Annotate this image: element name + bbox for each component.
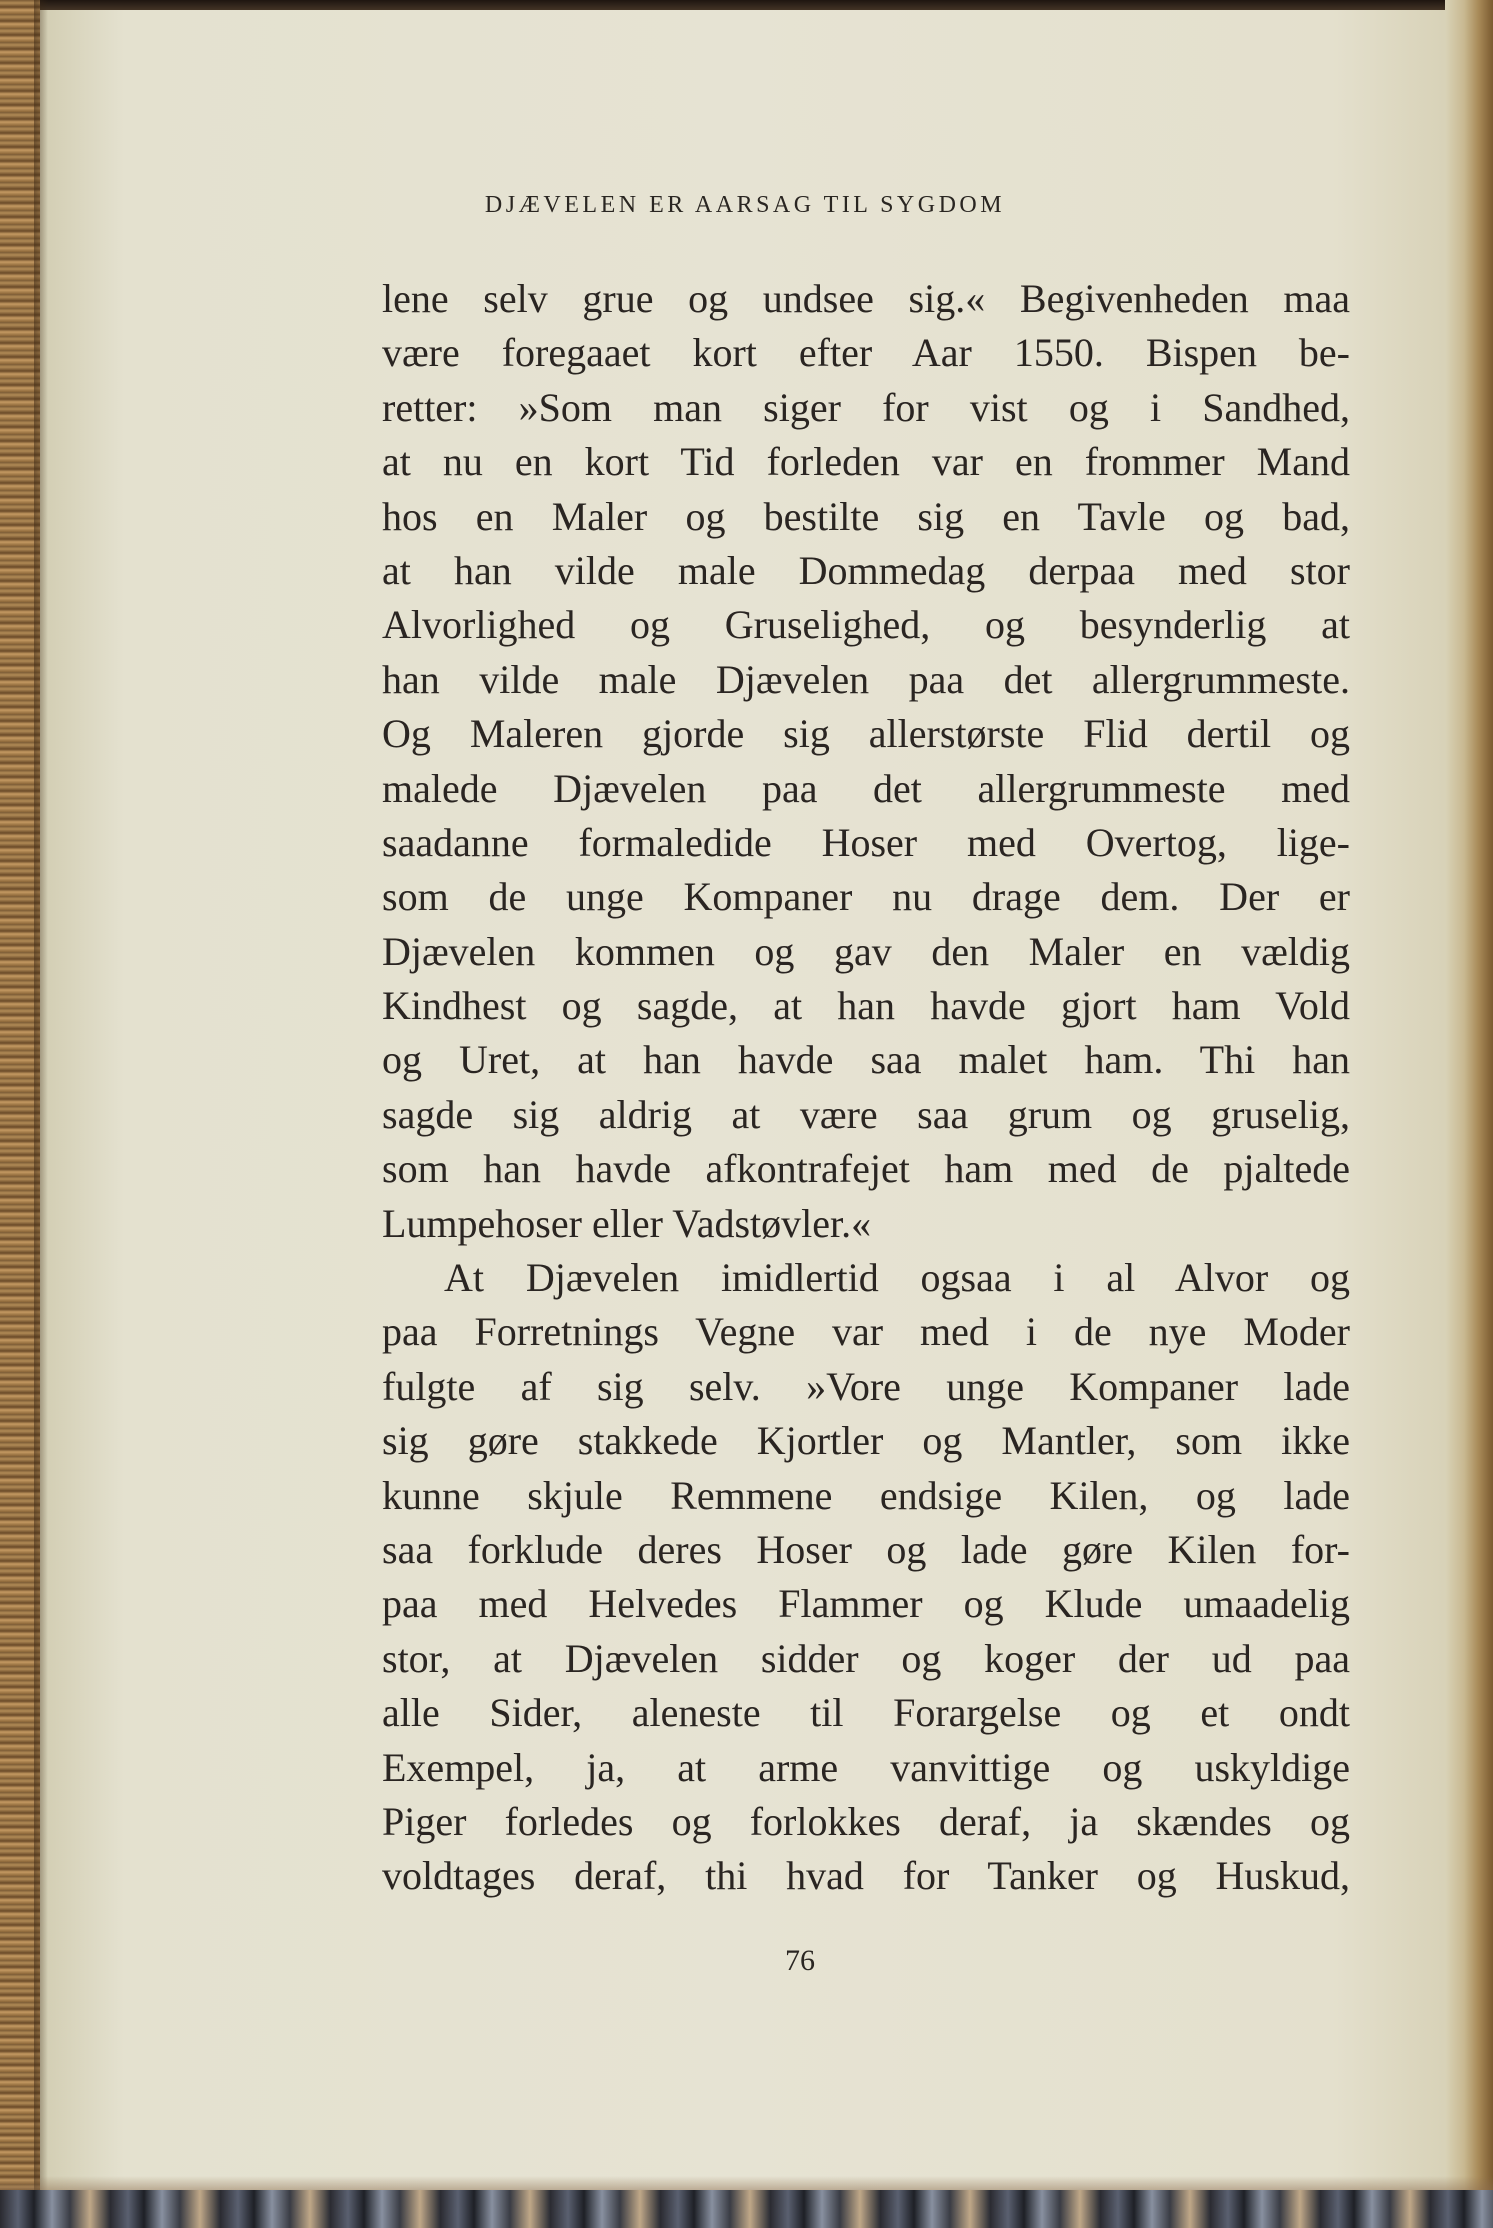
text-line: sig gøre stakkede Kjortler og Mantler, som ikke [382,1418,1350,1464]
text-line: paa med Helvedes Flammer og Klude umaadelig [382,1581,1350,1627]
body-text [382,272,1350,1904]
text-line: han vilde male Djævelen paa det allergrummeste. [382,656,1350,702]
text-line: Djævelen kommen og gav den Maler en vældig [382,928,1350,974]
text-line: alle Sider, aleneste til Forargelse og et ondt [382,1690,1350,1736]
text-line: Exempel, ja, at arme vanvittige og uskyldige [382,1744,1350,1790]
text-line: at han vilde male Dommedag derpaa med stor [382,547,1350,593]
text-line: saa forklude deres Hoser og lade gøre Kilen for- [382,1526,1350,1572]
book-page [40,10,1445,2198]
text-line: og Uret, at han havde saa malet ham. Thi han [382,1037,1350,1083]
text-line: malede Djævelen paa det allergrummeste med [382,765,1350,811]
page-edges-right [1445,0,1493,2228]
spine-shadow [34,0,48,2228]
text-line: Lumpehoser eller Vadstøvler.« [382,1200,872,1246]
book-bottom-edge [0,2190,1493,2228]
text-line: fulgte af sig selv. »Vore unge Kompaner lade [382,1363,1350,1409]
text-line: sagde sig aldrig at være saa grum og gruselig, [382,1091,1350,1137]
text-line: paa Forretnings Vegne var med i de nye Moder [382,1309,1350,1355]
text-line: som han havde afkontrafejet ham med de pjaltede [382,1146,1350,1192]
text-line: kunne skjule Remmene endsige Kilen, og lade [382,1472,1350,1518]
text-line: Piger forledes og forlokkes deraf, ja skændes og [382,1798,1350,1844]
text-line: Og Maleren gjorde sig allerstørste Flid dertil og [382,711,1350,757]
text-line: retter: »Som man siger for vist og i Sandhed, [382,384,1350,430]
text-line: Kindhest og sagde, at han havde gjort ham Vold [382,983,1350,1029]
text-line: være foregaaet kort efter Aar 1550. Bispen be- [382,330,1350,376]
text-line: At Djævelen imidlertid ogsaa i al Alvor og [444,1255,1350,1301]
text-line: saadanne formaledide Hoser med Overtog, lige- [382,819,1350,865]
text-line: Alvorlighed og Gruselighed, og besynderlig at [382,602,1350,648]
running-head: DJÆVELEN ER AARSAG TIL SYGDOM [484,192,1006,218]
text-line: voldtages deraf, thi hvad for Tanker og Huskud, [382,1853,1350,1899]
text-line: hos en Maler og bestilte sig en Tavle og bad, [382,493,1350,539]
page-number: 76 [785,1944,815,1977]
text-line: stor, at Djævelen sidder og koger der ud paa [382,1635,1350,1681]
text-line: lene selv grue og undsee sig.« Begivenheden maa [382,276,1350,321]
text-line: at nu en kort Tid forleden var en frommer Mand [382,439,1350,485]
text-line: som de unge Kompaner nu drage dem. Der er [382,874,1350,920]
